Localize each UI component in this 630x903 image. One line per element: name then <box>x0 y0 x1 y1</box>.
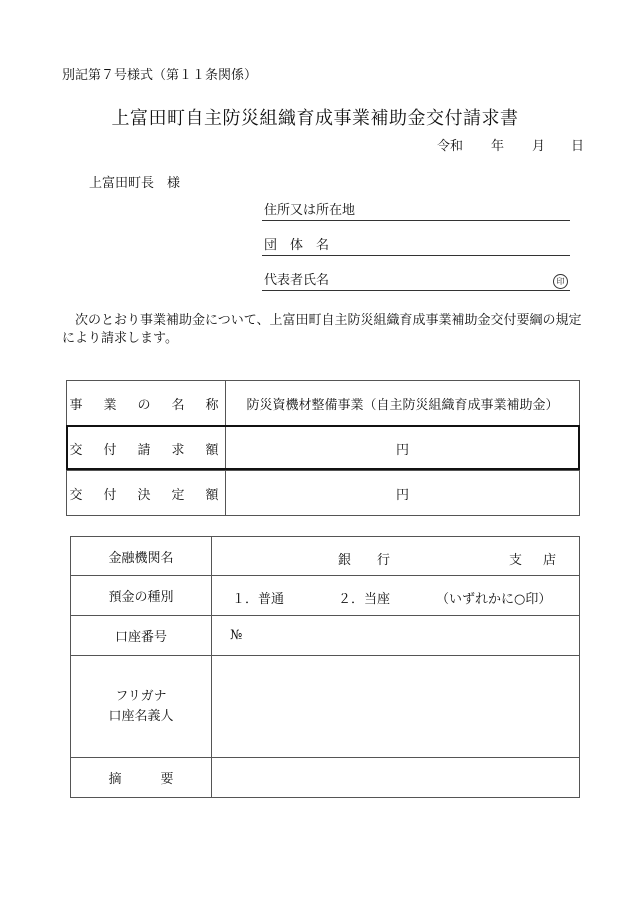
page-title: 上富田町自主防災組織育成事業補助金交付請求書 <box>111 108 519 129</box>
account-number-label: 口座番号 <box>71 616 212 656</box>
group-name-label: 団 体 名 <box>264 238 330 253</box>
representative-field[interactable] <box>262 272 570 291</box>
holder-label: 口座名義人 <box>108 708 174 724</box>
account-holder-field[interactable] <box>212 656 580 758</box>
table-row <box>71 576 580 616</box>
table-row <box>67 471 580 516</box>
request-amount-label: 交 付 請 求 額 <box>67 426 226 471</box>
table-row <box>71 758 580 798</box>
table-row <box>71 656 580 758</box>
furigana-label: フリガナ <box>115 688 167 704</box>
addressee: 上富田町長 様 <box>89 176 181 191</box>
bank-table <box>70 536 580 798</box>
bank-name-label: 金融機関名 <box>71 537 212 576</box>
table-row <box>71 537 580 576</box>
remarks-field[interactable] <box>212 758 580 798</box>
project-name-label: 事 業 の 名 称 <box>67 381 226 426</box>
request-text: 次のとおり事業補助金について、上富田町自主防災組織育成事業補助金交付要綱の規定により請求します。 <box>62 313 582 346</box>
seal-mark: 印 <box>553 274 568 289</box>
request-amount-field[interactable]: 円 <box>226 426 580 471</box>
table-row <box>71 616 580 656</box>
address-label: 住所又は所在地 <box>264 203 356 218</box>
date-era: 令和 <box>437 139 464 154</box>
date-year: 年 <box>491 139 505 154</box>
decision-amount-label: 交 付 決 定 額 <box>67 471 226 516</box>
bank-word: 銀 行 <box>338 553 391 568</box>
deposit-type-label: 預金の種別 <box>71 576 212 616</box>
date-day: 日 <box>571 139 585 154</box>
decision-amount-field[interactable]: 円 <box>226 471 580 516</box>
deposit-option-note: （いずれかに○印） <box>436 592 552 607</box>
deposit-type-field <box>212 576 580 616</box>
bank-name-field[interactable] <box>212 537 580 576</box>
branch-word: 支 店 <box>509 553 561 568</box>
date-month: 月 <box>532 139 546 154</box>
representative-label: 代表者氏名 <box>264 273 330 288</box>
request-amount-highlight <box>66 425 580 470</box>
deposit-option-ordinary[interactable]: １．普通 <box>232 592 285 607</box>
table-row <box>67 381 580 426</box>
form-id: 別記第７号様式（第１１条関係） <box>62 68 258 83</box>
account-holder-label <box>71 656 212 758</box>
address-field[interactable] <box>262 202 570 221</box>
remarks-label: 摘 要 <box>71 758 212 798</box>
project-name-value: 防災資機材整備事業（自主防災組織育成事業補助金） <box>226 381 580 426</box>
account-number-field[interactable]: № <box>212 616 580 656</box>
deposit-option-current[interactable]: ２．当座 <box>338 592 391 607</box>
group-name-field[interactable] <box>262 237 570 256</box>
